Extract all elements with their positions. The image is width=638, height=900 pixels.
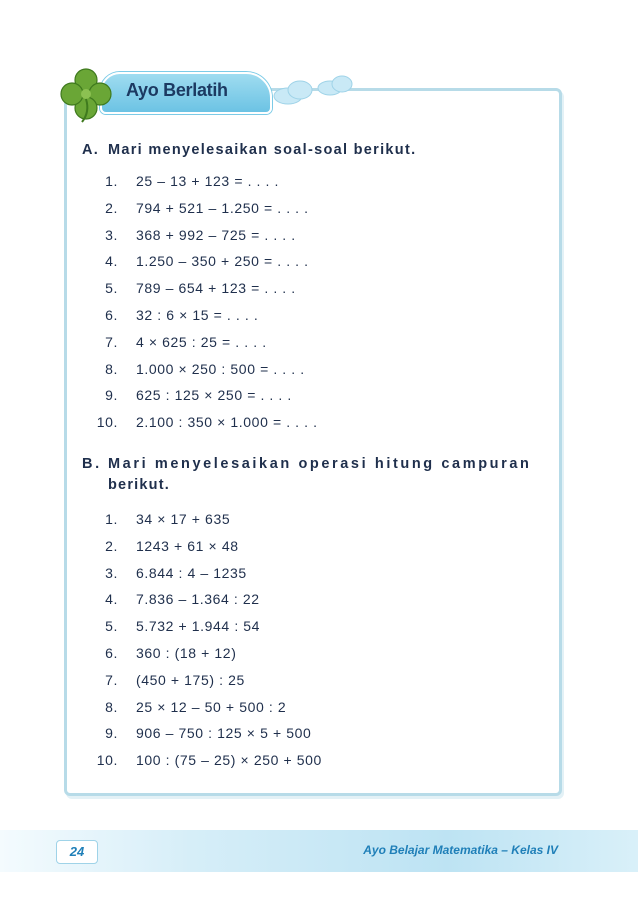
item-number: 10.	[96, 414, 118, 431]
list-item	[90, 565, 322, 592]
section-b-instruction-cont: berikut.	[108, 477, 170, 493]
item-text: 6.844 : 4 – 1235	[136, 564, 247, 581]
item-text: 906 – 750 : 125 × 5 + 500	[136, 725, 312, 742]
list-item	[90, 361, 318, 388]
list-item	[90, 511, 322, 538]
list-item	[90, 618, 322, 645]
item-text: 25 × 12 – 50 + 500 : 2	[136, 698, 287, 715]
item-number: 1.	[105, 511, 118, 527]
item-number: 5.	[105, 618, 118, 635]
item-number: 4.	[105, 591, 118, 608]
page-title: Ayo Berlatih	[126, 80, 228, 100]
item-text: 360 : (18 + 12)	[136, 644, 237, 661]
item-number: 6.	[105, 644, 118, 661]
section-a-list	[90, 173, 318, 441]
book-title: Ayo Belajar Matematika – Kelas IV	[363, 843, 558, 857]
item-text: 25 – 13 + 123 = . . . .	[136, 173, 280, 189]
item-text: 789 – 654 + 123 = . . . .	[136, 280, 296, 297]
list-item	[90, 280, 318, 307]
item-number: 5.	[105, 280, 118, 297]
list-item	[90, 538, 322, 565]
section-b-instruction: Mari menyelesaikan operasi hitung campuran	[108, 456, 532, 472]
list-item	[90, 387, 318, 414]
item-number: 3.	[105, 226, 118, 243]
item-number: 1.	[105, 173, 118, 189]
section-a-heading	[82, 140, 416, 161]
item-text: (450 + 175) : 25	[136, 671, 245, 688]
item-text: 1.250 – 350 + 250 = . . . .	[136, 253, 309, 270]
item-number: 3.	[105, 564, 118, 581]
page-number: 24	[56, 840, 98, 864]
item-number: 9.	[105, 387, 118, 404]
item-text: 1243 + 61 × 48	[136, 537, 239, 554]
item-text: 7.836 – 1.364 : 22	[136, 591, 260, 608]
item-number: 8.	[105, 360, 118, 377]
section-a-instruction: Mari menyelesaikan soal-soal berikut.	[108, 142, 417, 158]
list-item	[90, 253, 318, 280]
item-text: 34 × 17 + 635	[136, 511, 231, 527]
item-number: 2.	[105, 537, 118, 554]
list-item	[90, 645, 322, 672]
item-number: 6.	[105, 306, 118, 323]
section-a-letter: A.	[82, 142, 100, 158]
list-item	[90, 227, 318, 254]
list-item	[90, 414, 318, 441]
section-b-letter: B.	[82, 456, 102, 472]
list-item	[90, 307, 318, 334]
cloud-icon	[270, 72, 360, 108]
item-number: 2.	[105, 199, 118, 216]
item-number: 4.	[105, 253, 118, 270]
list-item	[90, 200, 318, 227]
item-text: 794 + 521 – 1.250 = . . . .	[136, 199, 309, 216]
list-item	[90, 725, 322, 752]
clover-icon	[56, 64, 116, 124]
item-number: 8.	[105, 698, 118, 715]
item-number: 7.	[105, 333, 118, 350]
item-text: 1.000 × 250 : 500 = . . . .	[136, 360, 305, 377]
list-item	[90, 752, 322, 779]
list-item	[90, 173, 318, 200]
item-number: 9.	[105, 725, 118, 742]
item-text: 4 × 625 : 25 = . . . .	[136, 333, 267, 350]
item-text: 100 : (75 – 25) × 250 + 500	[136, 752, 322, 769]
item-text: 625 : 125 × 250 = . . . .	[136, 387, 292, 404]
section-b-heading	[82, 454, 531, 496]
list-item	[90, 591, 322, 618]
item-text: 5.732 + 1.944 : 54	[136, 618, 261, 635]
item-number: 7.	[105, 671, 118, 688]
section-b-list	[90, 511, 322, 779]
list-item	[90, 699, 322, 726]
list-item	[90, 334, 318, 361]
item-text: 368 + 992 – 725 = . . . .	[136, 226, 296, 243]
item-text: 2.100 : 350 × 1.000 = . . . .	[136, 414, 318, 431]
item-text: 32 : 6 × 15 = . . . .	[136, 306, 259, 323]
item-number: 10.	[96, 752, 118, 769]
list-item	[90, 672, 322, 699]
